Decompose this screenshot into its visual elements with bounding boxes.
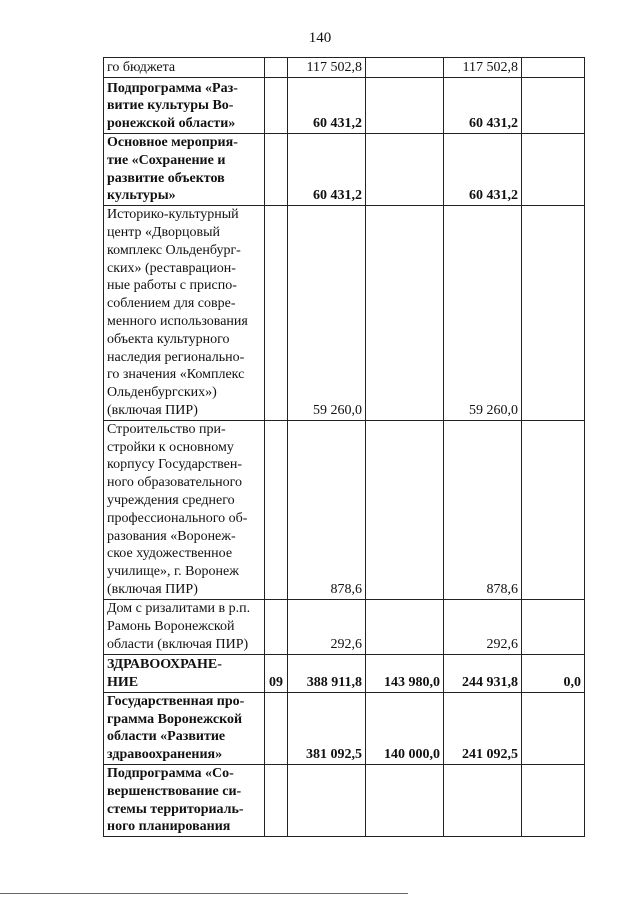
table-row	[104, 134, 585, 206]
code-cell	[265, 599, 288, 654]
total-cell: 60 431,2	[288, 78, 366, 134]
row-name-cell: Основное мероприя- тие «Сохранение и развитие объектов культуры»	[104, 134, 265, 206]
table-row	[104, 206, 585, 421]
total-cell: 381 092,5	[288, 692, 366, 764]
total-cell	[288, 764, 366, 836]
federal-cell	[366, 134, 444, 206]
other-cell	[522, 58, 585, 78]
row-name-cell: ЗДРАВООХРАНЕ- НИЕ	[104, 654, 265, 692]
federal-cell	[366, 764, 444, 836]
total-cell: 292,6	[288, 599, 366, 654]
total-cell: 59 260,0	[288, 206, 366, 421]
other-cell	[522, 420, 585, 599]
row-name-cell: Строительство при- стройки к основному корпусу Государствен- ного образовательного учреждения среднего профессионального об- разования «Воронеж- ское художественное училище», г. Воронеж (включая ПИР)	[104, 420, 265, 599]
table-row	[104, 654, 585, 692]
row-name-cell: Дом с ризалитами в р.п. Рамонь Воронежской области (включая ПИР)	[104, 599, 265, 654]
federal-cell	[366, 420, 444, 599]
table-row	[104, 764, 585, 836]
code-cell	[265, 420, 288, 599]
code-cell	[265, 206, 288, 421]
code-cell	[265, 692, 288, 764]
federal-cell: 143 980,0	[366, 654, 444, 692]
federal-cell	[366, 58, 444, 78]
total-cell: 117 502,8	[288, 58, 366, 78]
table-row	[104, 58, 585, 78]
total-cell: 60 431,2	[288, 134, 366, 206]
code-cell	[265, 764, 288, 836]
total-cell: 878,6	[288, 420, 366, 599]
other-cell	[522, 78, 585, 134]
table-row	[104, 599, 585, 654]
table-row	[104, 692, 585, 764]
table-row	[104, 420, 585, 599]
code-cell	[265, 58, 288, 78]
budget-table	[103, 57, 585, 837]
regional-cell: 117 502,8	[444, 58, 522, 78]
row-name-cell: Государственная про- грамма Воронежской области «Развитие здравоохранения»	[104, 692, 265, 764]
regional-cell: 60 431,2	[444, 78, 522, 134]
code-cell	[265, 78, 288, 134]
code-cell	[265, 134, 288, 206]
other-cell	[522, 692, 585, 764]
federal-cell	[366, 206, 444, 421]
row-name-cell: го бюджета	[104, 58, 265, 78]
other-cell	[522, 134, 585, 206]
total-cell: 388 911,8	[288, 654, 366, 692]
row-name-cell: Подпрограмма «Раз- витие культуры Во- ронежской области»	[104, 78, 265, 134]
row-name-cell: Историко-культурный центр «Дворцовый комплекс Ольденбург- ских» (реставрацион- ные работы с приспо- соблением для совре- менного использования объекта культурного наследия регионально- го значения «Комплекс Ольденбургских») (включая ПИР)	[104, 206, 265, 421]
code-cell: 09	[265, 654, 288, 692]
regional-cell: 878,6	[444, 420, 522, 599]
regional-cell: 292,6	[444, 599, 522, 654]
table-body	[104, 58, 585, 837]
row-name-cell: Подпрограмма «Со- вершенствование си- стемы территориаль- ного планирования	[104, 764, 265, 836]
bottom-rule	[0, 893, 408, 894]
other-cell: 0,0	[522, 654, 585, 692]
other-cell	[522, 764, 585, 836]
federal-cell: 140 000,0	[366, 692, 444, 764]
other-cell	[522, 599, 585, 654]
regional-cell: 241 092,5	[444, 692, 522, 764]
other-cell	[522, 206, 585, 421]
regional-cell: 244 931,8	[444, 654, 522, 692]
regional-cell: 59 260,0	[444, 206, 522, 421]
regional-cell: 60 431,2	[444, 134, 522, 206]
regional-cell	[444, 764, 522, 836]
table-row	[104, 78, 585, 134]
federal-cell	[366, 78, 444, 134]
page-number: 140	[308, 30, 332, 46]
federal-cell	[366, 599, 444, 654]
